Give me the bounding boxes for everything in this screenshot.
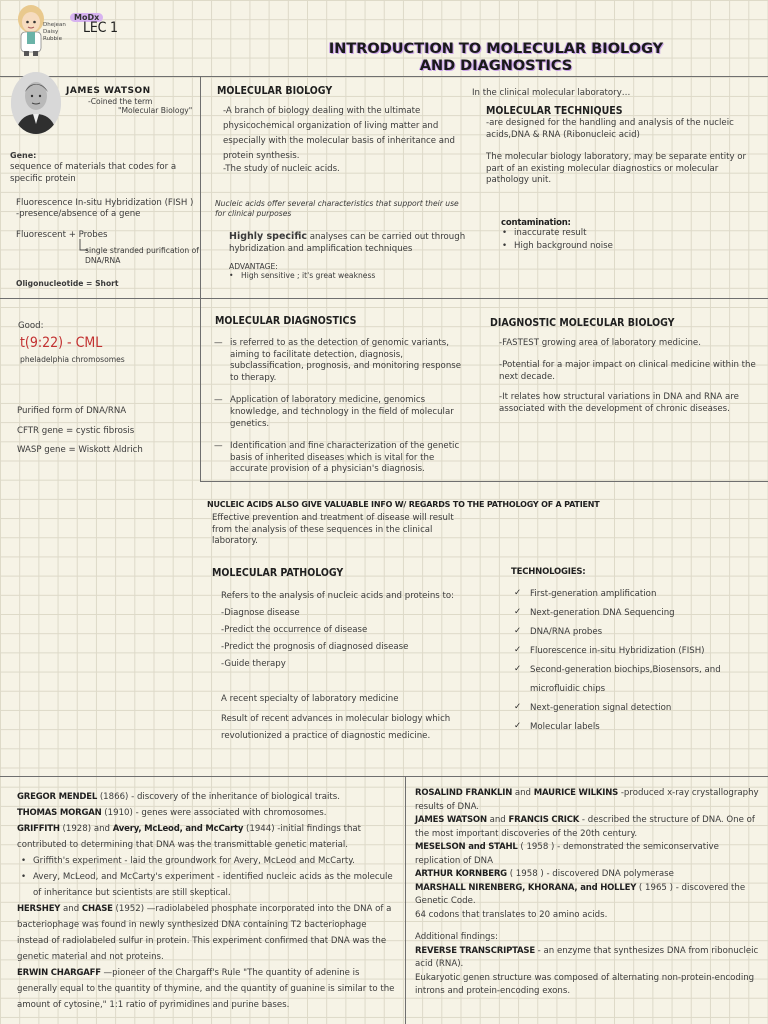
badge-names (43, 22, 66, 43)
chargaff-entry (17, 965, 397, 1013)
griffith-bullets (17, 853, 397, 901)
course-tag-label: MoDx (70, 13, 103, 22)
hershey-rest: (1952) —radiolabeled phosphate incorporated into the DNA of a bacteriophage was found in newly synthesized DNA containing T2 bacteriophage instead of radiolabeled sulfur in protein. This experiment confirmed that DNA was the genetic material and not proteins. (17, 904, 392, 962)
griffith-name: GRIFFITH (17, 824, 60, 834)
franklin-name: ROSALIND FRANKLIN (415, 788, 513, 798)
list-item: • High background noise (498, 241, 613, 253)
molecular-diagnostics-heading: MOLECULAR DIAGNOSTICS (215, 315, 357, 327)
history-right (415, 787, 760, 999)
mendel-rest: (1866) - discovery of the inheritance of biological traits. (97, 792, 341, 802)
lecture-label: LEC 1 (83, 20, 118, 36)
pathology-item: -Predict the prognosis of diagnosed disease (221, 642, 409, 652)
molecular-biology-study: -The study of nucleic acids. (223, 164, 340, 174)
list-item: — is referred to as the detection of genomic variants, aiming to facilitate detection, diagnosis, subclassification, prognosis, and monitoring response to therapy. (204, 338, 472, 384)
gene-label: Gene: (10, 151, 37, 160)
kornberg-entry (415, 868, 760, 882)
good-label: Good: (18, 321, 44, 331)
watson-photo (11, 72, 61, 134)
kornberg-rest: ( 1958 ) - discovered DNA polymerase (506, 869, 674, 879)
watson-coined-1: -Coined the term (88, 97, 153, 106)
nirenberg-rest: ( 1965 ) - discovered the Genetic Code. (415, 882, 746, 906)
highly-specific-rest: analyses can be carried out through hybridization and amplification techniques (229, 232, 466, 254)
oligo-note: Oligonucleotide = Short (16, 279, 119, 288)
watson-crick-entry (415, 814, 760, 841)
morgan-rest: (1910) - genes were associated with chromosomes. (101, 808, 327, 818)
molecular-pathology-heading: MOLECULAR PATHOLOGY (212, 567, 344, 579)
hershey-name: HERSHEY (17, 904, 61, 914)
list-item: • Griffith's experiment - laid the groundwork for Avery, McLeod and McCarty. (17, 853, 397, 869)
badge-name: Dhejean (43, 22, 66, 28)
diagnostic-mb-item: -It relates how structural variations in DNA and RNA are associated with the development of chronic diseases. (499, 392, 739, 414)
list-item: — Application of laboratory medicine, genomics knowledge, and technology in the field of molecular genetics. (204, 395, 472, 430)
chargaff-name: ERWIN CHARGAFF (17, 968, 101, 978)
purified-note: Purified form of DNA/RNA (17, 406, 127, 416)
list-item: ✓ Fluorescence in-situ Hybridization (FISH) (512, 642, 732, 661)
watson-name-bottom: JAMES WATSON (415, 815, 487, 825)
rt-entry (415, 945, 760, 972)
pathology-item: -Guide therapy (221, 659, 286, 669)
franklin-and: and (512, 788, 534, 798)
diagnostic-mb-item: -Potential for a major impact on clinical medicine within the next decade. (499, 360, 756, 382)
morgan-name: THOMAS MORGAN (17, 808, 102, 818)
nirenberg-name: MARSHALL NIRENBERG, KHORANA, and HOLLEY (415, 882, 637, 893)
pathology-intro: Refers to the analysis of nucleic acids and proteins to: (221, 591, 455, 601)
portrait-icon (11, 72, 61, 134)
chargaff-rest: —pioneer of the Chargaff's Rule "The quantity of adenine is generally equal to the quantity of thymine, and the quantity of guanine is similar to the amount of cytosine," 1:1 ratio of pyrimidines and purine bases. (17, 968, 395, 1010)
highly-specific-text (229, 231, 474, 255)
divider (200, 76, 201, 481)
pathology-recent-1: A recent specialty of laboratory medicine (221, 694, 399, 704)
highly-specific-label: Highly specific (229, 231, 307, 242)
page-title: INTRODUCTION TO MOLECULAR BIOLOGY AND DIAGNOSTICS (328, 41, 664, 74)
lab-text: The molecular biology laboratory, may be separate entity or part of an existing molecular diagnostics or molecular pathology unit. (486, 152, 747, 186)
single-strand-note: single stranded purification of DNA/RNA (85, 246, 199, 265)
technologies-list (512, 585, 732, 737)
nucleic-note: Nucleic acids offer several characteristics that support their use for clinical purposes (215, 199, 459, 218)
molecular-biology-def: -A branch of biology dealing with the ultimate physicochemical organization of living matter and especially with the molecular basis of inheritance and protein synthesis. (223, 106, 455, 161)
meselson-rest: ( 1958 ) - demonstrated the semiconservative replication of DNA (415, 842, 719, 866)
wasp-note: WASP gene = Wiskott Aldrich (17, 445, 143, 455)
griffith-mid: (1928) and (59, 824, 113, 834)
list-item: ✓ Second-generation biochips,Biosensors, and microfluidic chips (512, 661, 732, 699)
nucleic-info-heading: NUCLEIC ACIDS ALSO GIVE VALUABLE INFO W/ REGARDS TO THE PATHOLOGY OF A PATIENT (207, 500, 600, 509)
badge-name: Rubbie (43, 36, 62, 42)
hershey-entry (17, 901, 397, 965)
translocation-note: t(9:22) - CML (20, 335, 103, 351)
molecular-techniques-heading: MOLECULAR TECHNIQUES (486, 105, 623, 117)
divider (0, 298, 768, 299)
list-item: — Identification and fine characterization of the genetic basis of inherited diseases which is vital for the accurate provision of a physician's diagnosis. (204, 441, 472, 476)
chase-name: CHASE (81, 904, 113, 914)
franklin-rest: -produced x-ray crystallography results of DNA. (415, 788, 759, 812)
gene-def: sequence of materials that codes for a specific protein (10, 162, 177, 184)
philadelphia-note: pheladelphia chromosomes (20, 355, 125, 364)
kornberg-name: ARTHUR KORNBERG (415, 869, 507, 879)
list-item: • Avery, McLeod, and McCarty's experiment - identified nucleic acids as the molecule of inheritance but scientists are still skeptical. (17, 869, 397, 901)
fluorescent-probes: Fluorescent + Probes (16, 230, 108, 240)
mendel-entry (17, 789, 397, 805)
meselson-entry (415, 841, 760, 868)
nucleic-info-text: Effective prevention and treatment of disease will result from the analysis of these sequences in the clinical laboratory. (212, 513, 454, 547)
crick-name: FRANCIS CRICK (508, 815, 580, 825)
contamination-label: contamination: (501, 218, 571, 228)
history-left (17, 789, 397, 1013)
codons-note: 64 codons that translates to 20 amino acids. (415, 909, 608, 920)
eukaryotic-note: Eukaryotic genen structure was composed of alternating non-protein-encoding introns and protein-encoding exons. (415, 972, 755, 996)
divider (405, 776, 406, 1024)
griffith-rest: (1944) -initial findings that contributed to determining that DNA was the transmittable genetic material. (17, 824, 362, 850)
avery-name: Avery, McLeod, and McCarty (112, 824, 244, 834)
molecular-biology-heading: MOLECULAR BIOLOGY (217, 85, 333, 97)
rt-name: REVERSE TRANSCRIPTASE (415, 945, 535, 956)
morgan-entry (17, 805, 397, 821)
wilkins-name: MAURICE WILKINS (533, 788, 619, 798)
griffith-entry (17, 821, 397, 853)
badge-name: Daisy (43, 29, 59, 35)
watson-name: JAMES WATSON (66, 86, 151, 96)
meselson-name: MESELSON and STAHL (415, 842, 518, 852)
pathology-item: -Diagnose disease (221, 608, 300, 618)
fish-line-1: Fluorescence In-situ Hybridization (FISH ) (16, 198, 194, 208)
franklin-entry (415, 787, 760, 814)
list-item: • inaccurate result (498, 228, 613, 240)
diagnostics-list (204, 338, 472, 476)
pathology-item: -Predict the occurrence of disease (221, 625, 368, 635)
diagnostic-mb-item: -FASTEST growing area of laboratory medicine. (499, 338, 701, 348)
watson-rest: - described the structure of DNA. One of the most important discoveries of the 20th century. (415, 815, 755, 839)
clinical-intro: In the clinical molecular laboratory… (472, 88, 631, 98)
hershey-and: and (60, 904, 82, 914)
fish-line-2: -presence/absence of a gene (16, 209, 141, 219)
watson-and: and (486, 815, 509, 825)
list-item: ✓ First-generation amplification (512, 585, 732, 604)
list-item: ✓ Next-generation DNA Sequencing (512, 604, 732, 623)
list-item: ✓ Molecular labels (512, 718, 732, 737)
contamination-list (498, 228, 613, 252)
list-item: ✓ Next-generation signal detection (512, 699, 732, 718)
nirenberg-entry (415, 882, 760, 909)
technologies-heading: TECHNOLOGIES: (511, 567, 586, 577)
techniques-def: -are designed for the handling and analysis of the nucleic acids,DNA & RNA (Ribonucleic acid) (486, 118, 734, 140)
rt-rest: - an enzyme that synthesizes DNA from ribonucleic acid (RNA). (415, 945, 759, 969)
mendel-name: GREGOR MENDEL (17, 792, 98, 802)
divider (0, 76, 768, 77)
additional-label: Additional findings: (415, 932, 498, 942)
watson-coined-2: "Molecular Biology" (118, 106, 193, 115)
divider (200, 481, 768, 482)
advantage-label: ADVANTAGE: (229, 262, 278, 271)
divider (0, 776, 768, 777)
list-item: ✓ DNA/RNA probes (512, 623, 732, 642)
diagnostic-mb-heading: DIAGNOSTIC MOLECULAR BIOLOGY (490, 317, 675, 329)
pathology-recent-2: Result of recent advances in molecular biology which revolutionized a practice of diagnostic medicine. (221, 714, 451, 741)
cftr-note: CFTR gene = cystic fibrosis (17, 426, 135, 436)
advantage-item: • High sensitive ; it's great weakness (225, 271, 768, 281)
